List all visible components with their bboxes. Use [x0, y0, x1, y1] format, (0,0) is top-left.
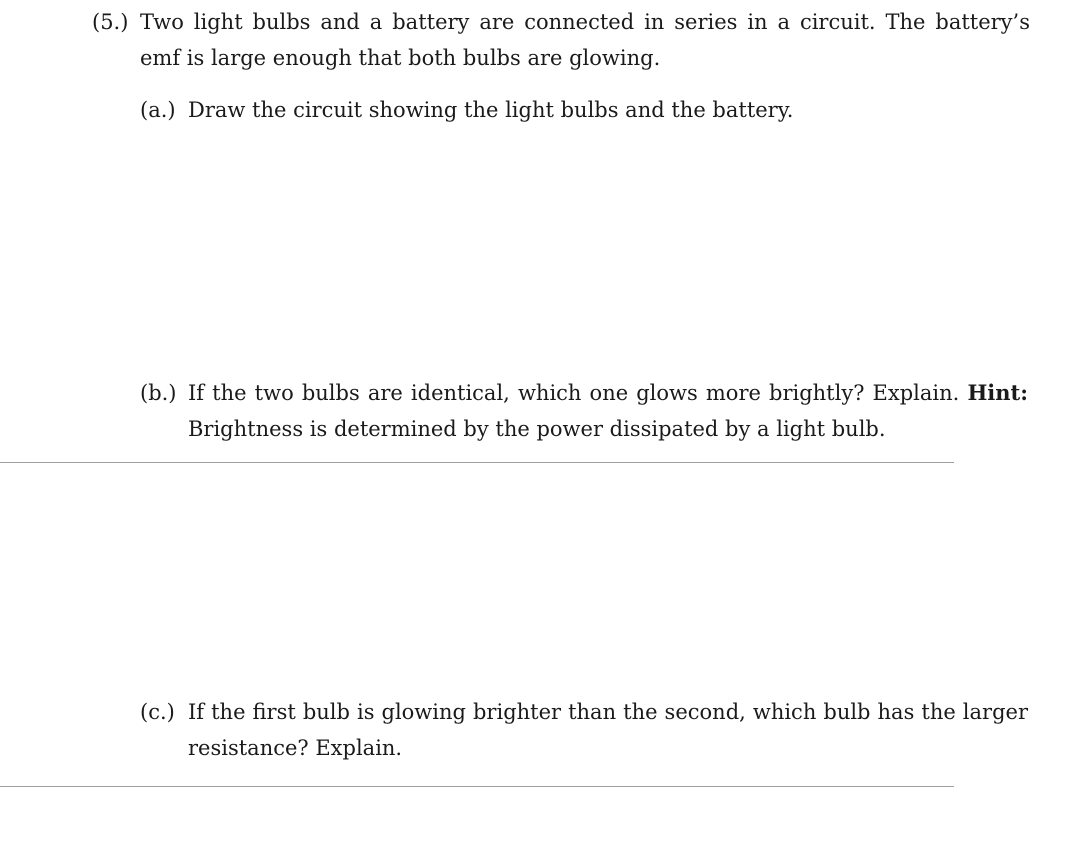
answer-line-b: [0, 462, 954, 463]
part-c: [140, 694, 1028, 766]
part-a-label: (a.): [140, 98, 176, 122]
part-c-label: (c.): [140, 700, 175, 724]
part-a: [140, 92, 1028, 128]
part-b-label: (b.): [140, 381, 177, 405]
part-c-question: If the first bulb is glowing brighter than the second, which bulb has the larger resistance? Explain.: [188, 700, 1028, 760]
part-b: [140, 375, 1028, 447]
problem-5: [92, 4, 1030, 76]
part-a-question: Draw the circuit showing the light bulbs and the battery.: [188, 98, 794, 122]
part-b-question-wrapper: [188, 375, 1028, 447]
problem-statement: Two light bulbs and a battery are connected in series in a circuit. The battery’s emf is large enough that both bulbs are glowing.: [140, 10, 1030, 70]
part-b-hint-label: Hint:: [967, 380, 1028, 405]
answer-line-c: [0, 786, 954, 787]
problem-number: (5.): [92, 10, 129, 34]
part-b-question: If the two bulbs are identical, which one glows more brightly? Explain.: [188, 381, 960, 405]
part-b-hint-text: Brightness is determined by the power dissipated by a light bulb.: [188, 417, 886, 441]
